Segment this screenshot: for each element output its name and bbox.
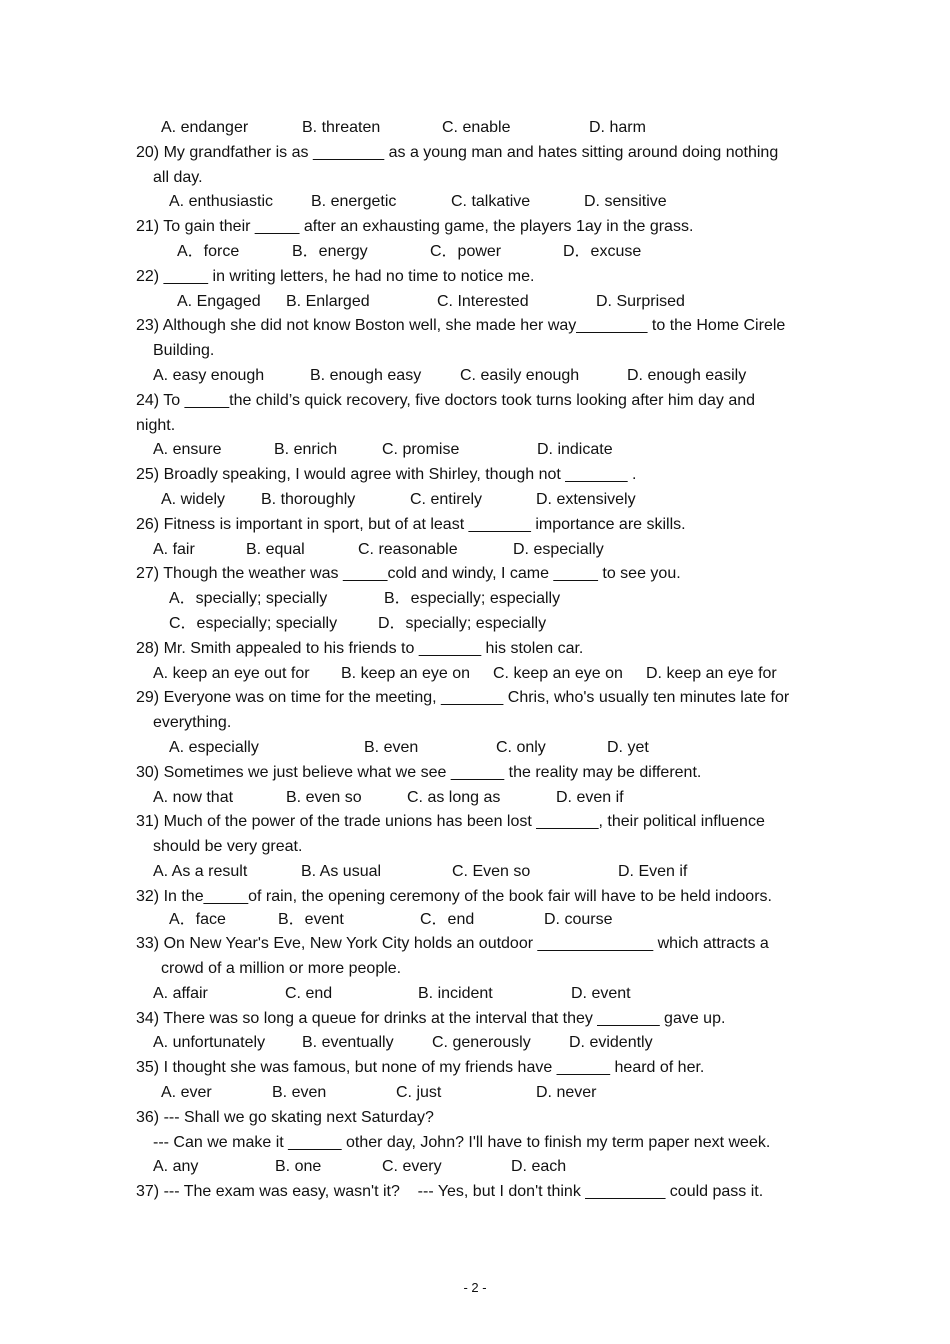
q33-option-b: B. incident: [418, 984, 493, 1002]
q19-option-a: A. endanger: [161, 119, 249, 136]
q24-options: [136, 438, 814, 463]
q25-option-c: C. entirely: [410, 490, 483, 508]
q36-stem-line2: --- Can we make it ______ other day, John? I'll have to finish my term paper next week.: [153, 1133, 771, 1151]
q31-options: [136, 860, 814, 885]
q35-options: [136, 1081, 814, 1106]
q32-options: [136, 908, 814, 932]
q33-option-a: A. affair: [153, 984, 208, 1002]
q27-stem-line1: 27) Though the weather was _____cold and windy, I came _____ to see you.: [136, 565, 681, 583]
q27-option-b: B．especially; especially: [384, 590, 561, 608]
q34-option-d: D. evidently: [569, 1034, 653, 1052]
question-30: [136, 761, 814, 811]
question-29: [136, 686, 814, 760]
q26-option-a: A. fair: [153, 540, 195, 558]
q19-options: [136, 116, 814, 141]
q31-option-a: A. As a result: [153, 862, 248, 880]
question-21: [136, 215, 814, 265]
q33-stem-line2: crowd of a million or more people.: [161, 960, 402, 977]
q29-option-a: A. especially: [169, 738, 259, 756]
q35-option-d: D. never: [536, 1083, 597, 1101]
q34-options: [136, 1031, 814, 1056]
q34-option-a: A. unfortunately: [153, 1034, 266, 1052]
question-27: [136, 562, 814, 636]
q33-option-d: D. event: [571, 984, 631, 1002]
q20-option-d: D. sensitive: [584, 193, 667, 211]
q30-stem-line1: 30) Sometimes we just believe what we see ______ the reality may be different.: [136, 763, 702, 781]
q20-stem-line1: 20) My grandfather is as ________ as a young man and hates sitting around doing nothing: [136, 143, 779, 161]
question-37: [136, 1180, 814, 1205]
q37-stem-line1: 37) --- The exam was easy, wasn't it? --- Yes, but I don't think _________ could pass it.: [136, 1183, 764, 1201]
q23-options: [136, 364, 814, 389]
q26-stem-line1: 26) Fitness is important in sport, but of at least _______ importance are skills.: [136, 515, 686, 533]
q27-option-a: A．specially; specially: [169, 590, 328, 608]
q21-option-a: A．force: [177, 242, 240, 260]
q30-option-d: D. even if: [556, 788, 624, 806]
q22-options: [136, 290, 814, 315]
q25-options: [136, 488, 814, 513]
q20-option-c: C. talkative: [451, 193, 531, 211]
q32-option-d: D. course: [544, 911, 613, 929]
q20-option-a: A. enthusiastic: [169, 193, 274, 211]
q36-option-d: D. each: [511, 1158, 567, 1176]
q21-option-d: D．excuse: [563, 242, 642, 260]
q30-options: [136, 786, 814, 811]
q22-stem-line1: 22) _____ in writing letters, he had no time to notice me.: [136, 267, 535, 285]
q21-option-b: B．energy: [292, 242, 368, 260]
q32-stem-line1: 32) In the_____of rain, the opening ceremony of the book fair will have to be held indoors.: [136, 887, 772, 905]
q22-option-d: D. Surprised: [596, 292, 685, 310]
q20-options: [136, 190, 814, 215]
q34-option-b: B. eventually: [302, 1034, 394, 1052]
q26-options: [136, 538, 814, 563]
q24-option-c: C. promise: [382, 441, 460, 459]
q29-option-d: D. yet: [607, 738, 649, 756]
q35-option-c: C. just: [396, 1083, 442, 1101]
question-26: [136, 513, 814, 563]
question-25: [136, 463, 814, 513]
question-33: [136, 932, 814, 1006]
q21-option-c: C．power: [430, 242, 502, 260]
q34-stem-line1: 34) There was so long a queue for drinks at the interval that they _______ gave up.: [136, 1009, 726, 1027]
q29-stem-line2: everything.: [153, 714, 232, 732]
q34-option-c: C. generously: [432, 1034, 531, 1052]
q29-stem-line1: 29) Everyone was on time for the meeting, _______ Chris, who's usually ten minutes late for: [136, 689, 790, 707]
q21-stem-line1: 21) To gain their _____ after an exhausting game, the players 1ay in the grass.: [136, 218, 694, 236]
q31-stem-line2: should be very great.: [153, 838, 303, 856]
q23-option-c: C. easily enough: [460, 366, 580, 384]
question-23: [136, 314, 814, 388]
q22-option-c: C. Interested: [437, 292, 529, 310]
q26-option-d: D. especially: [513, 540, 604, 558]
q20-stem-line2: all day.: [153, 168, 203, 186]
q25-stem-line1: 25) Broadly speaking, I would agree with Shirley, though not _______ .: [136, 466, 637, 484]
q24-option-d: D. indicate: [537, 441, 613, 459]
q36-options: [136, 1155, 814, 1180]
q29-options: [136, 736, 814, 761]
q25-option-a: A. widely: [161, 490, 226, 508]
q36-option-c: C. every: [382, 1158, 442, 1176]
q26-option-c: C. reasonable: [358, 540, 458, 558]
question-31: [136, 810, 814, 884]
page-number: - 2 -: [463, 1280, 487, 1295]
q28-option-c: C. keep an eye on: [493, 664, 623, 682]
q32-option-b: B．event: [278, 911, 344, 929]
q28-option-d: D. keep an eye for: [646, 664, 777, 682]
q24-option-a: A. ensure: [153, 441, 222, 459]
q22-option-b: B. Enlarged: [286, 292, 370, 310]
question-28: [136, 637, 814, 687]
q31-option-d: D. Even if: [618, 862, 688, 880]
q35-stem-line1: 35) I thought she was famous, but none of my friends have ______ heard of her.: [136, 1059, 705, 1077]
q28-option-b: B. keep an eye on: [341, 664, 470, 682]
question-32: [136, 885, 814, 933]
q20-option-b: B. energetic: [311, 193, 397, 211]
q33-options: [136, 982, 814, 1007]
q28-stem-line1: 28) Mr. Smith appealed to his friends to _______ his stolen car.: [136, 639, 584, 657]
q35-option-a: A. ever: [161, 1083, 212, 1101]
question-34: [136, 1007, 814, 1057]
q25-option-b: B. thoroughly: [261, 490, 356, 508]
q36-stem-line1: 36) --- Shall we go skating next Saturday?: [136, 1108, 434, 1126]
question-36: [136, 1106, 814, 1180]
q21-options: [136, 240, 814, 265]
q19-option-d: D. harm: [589, 119, 646, 136]
q24-stem-line1: 24) To _____the child’s quick recovery, five doctors took turns looking after him day and: [136, 391, 756, 409]
q19-option-c: C. enable: [442, 119, 511, 136]
q27-option-d: D．specially; especially: [378, 614, 547, 632]
question-24: [136, 389, 814, 463]
q31-stem-line1: 31) Much of the power of the trade unions has been lost _______, their political influence: [136, 813, 765, 831]
q24-stem-line2: night.: [136, 416, 176, 434]
q23-option-b: B. enough easy: [310, 366, 422, 384]
question-35: [136, 1056, 814, 1106]
q29-option-c: C. only: [496, 738, 546, 756]
q33-option-c: C. end: [285, 984, 333, 1002]
q28-options: [136, 662, 814, 687]
q32-option-a: A．face: [169, 911, 226, 929]
q36-option-b: B. one: [275, 1158, 322, 1176]
q27-options-row1: [136, 587, 814, 612]
q23-option-d: D. enough easily: [627, 366, 747, 384]
q35-option-b: B. even: [272, 1083, 327, 1101]
q30-option-c: C. as long as: [407, 788, 501, 806]
question-22: [136, 265, 814, 315]
q23-option-a: A. easy enough: [153, 366, 265, 384]
q23-stem-line1: 23) Although she did not know Boston well, she made her way________ to the Home Cirele: [136, 317, 786, 335]
q27-option-c: C．especially; specially: [169, 614, 338, 632]
q33-stem-line1: 33) On New Year's Eve, New York City holds an outdoor _____________ which attracts a: [136, 935, 769, 953]
q36-option-a: A. any: [153, 1158, 199, 1176]
q22-option-a: A. Engaged: [177, 292, 261, 310]
question-list: [136, 116, 814, 1205]
q27-options-row2: [136, 612, 814, 637]
q25-option-d: D. extensively: [536, 490, 636, 508]
q31-option-c: C. Even so: [452, 862, 531, 880]
q28-option-a: A. keep an eye out for: [153, 664, 310, 682]
q24-option-b: B. enrich: [274, 441, 338, 459]
q31-option-b: B. As usual: [301, 862, 382, 880]
q30-option-a: A. now that: [153, 788, 234, 806]
q26-option-b: B. equal: [246, 540, 305, 558]
q23-stem-line2: Building.: [153, 342, 215, 360]
question-20: [136, 141, 814, 215]
q32-option-c: C．end: [420, 911, 475, 929]
q30-option-b: B. even so: [286, 788, 362, 806]
q19-option-b: B. threaten: [302, 119, 381, 136]
q29-option-b: B. even: [364, 738, 419, 756]
